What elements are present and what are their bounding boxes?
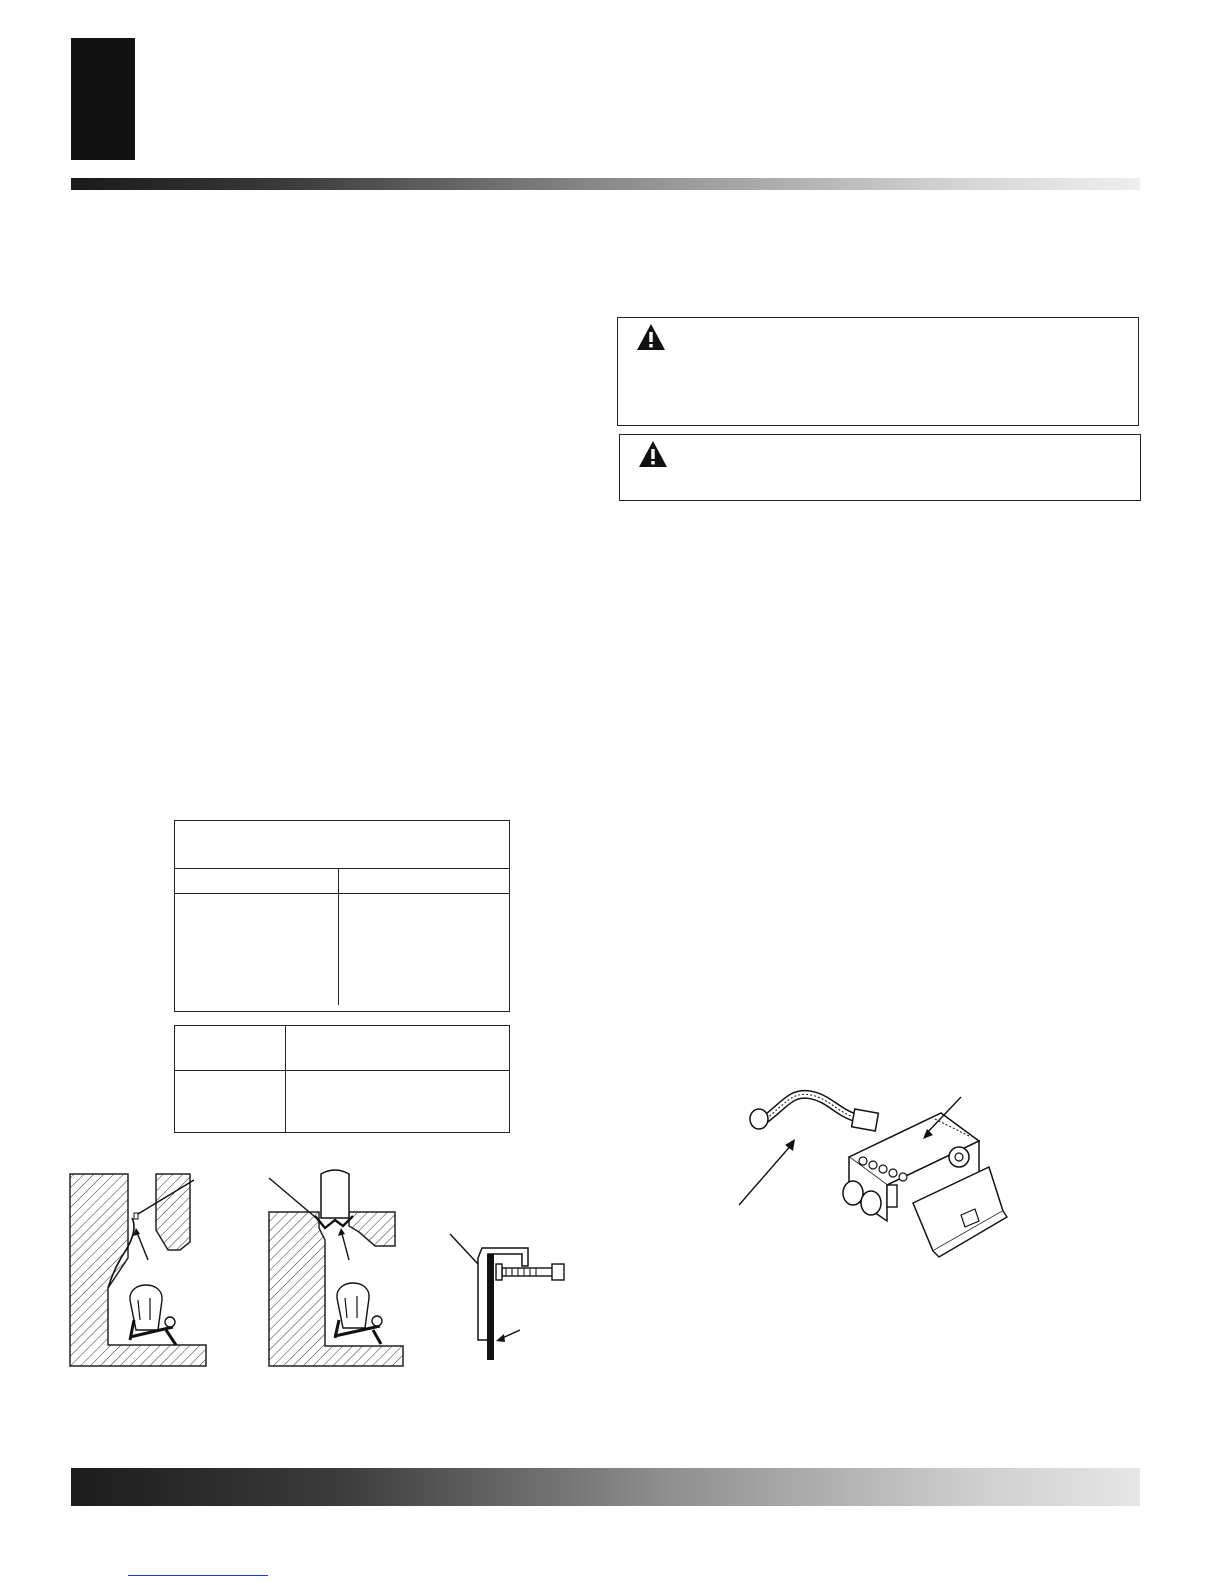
gas-valve-figure (735, 1085, 1025, 1295)
spec-table-2 (174, 1025, 510, 1133)
table-2-header-rule (175, 1070, 509, 1071)
c-clamp-figure (448, 1230, 578, 1365)
table-1-column-divider (338, 869, 339, 1005)
footer-link[interactable] (128, 1575, 268, 1576)
table-1-header-rule (175, 868, 509, 869)
warning-triangle-icon (638, 440, 668, 468)
table-2-column-divider (285, 1026, 286, 1132)
table-1-body-rule (175, 893, 509, 894)
fireplace-cross-section-left-figure (68, 1170, 208, 1370)
fireplace-cross-section-center-figure (263, 1168, 408, 1373)
footer-rule (71, 1468, 1140, 1506)
header-rule (71, 178, 1140, 190)
spec-table-1 (174, 820, 510, 1012)
section-tab (71, 38, 135, 160)
warning-triangle-icon (636, 323, 666, 351)
warning-box-2 (619, 434, 1141, 501)
warning-box-1 (617, 317, 1139, 426)
